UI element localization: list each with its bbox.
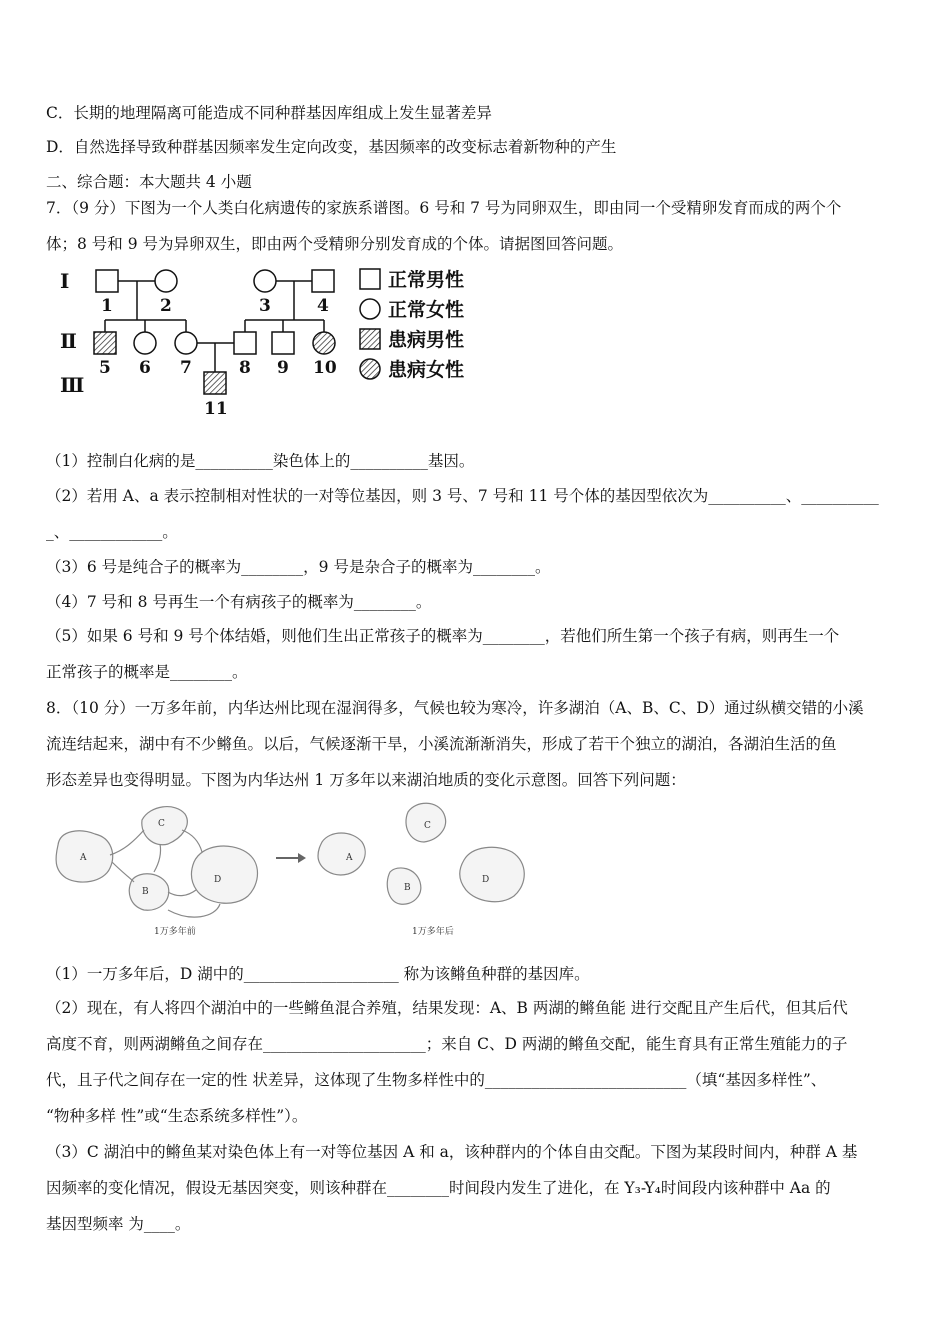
- label-1: 1: [101, 296, 113, 316]
- q8-sub-3c: 基因型频率 为____。: [46, 1215, 191, 1233]
- q8-stem-1: 8．（10 分）一万多年前，内华达州比现在湿润得多，气候也较为寒冷，许多湖泊（A、B、C、D）通过纵横交错的小溪: [46, 699, 864, 717]
- q8-sub-2a: （2）现在，有人将四个湖泊中的一些鳉鱼混合养殖，结果发现：A、B 两湖的鳉鱼能 进行交配且产生后代，但其后代: [46, 999, 848, 1017]
- q8-sub-2b: 高度不育，则两湖鳉鱼之间存在_____________________；来自 C、D 两湖的鳉鱼交配，能生育具有正常生殖能力的子: [46, 1035, 848, 1053]
- q8-sub-2c: 代，且子代之间存在一定的性 状差异，这体现了生物多样性中的__________________________（填“基因多样性”、: [46, 1071, 827, 1089]
- lakes-diagram: [50, 800, 540, 945]
- caption-after: 1万多年后: [412, 927, 454, 937]
- label-8: 8: [239, 358, 251, 378]
- label-3: 3: [259, 296, 271, 316]
- lake-label-b-after: B: [404, 883, 411, 893]
- lake-label-d-after: D: [482, 875, 490, 885]
- individual-2: [155, 270, 177, 292]
- individual-11: [204, 372, 226, 394]
- legend-affected-male: 患病男性: [388, 329, 465, 351]
- lake-label-c-before: C: [158, 819, 165, 829]
- lake-a-after: [318, 833, 365, 875]
- legend-normal-male: 正常男性: [388, 269, 465, 291]
- generation-2-label: Ⅱ: [60, 329, 77, 353]
- individual-1: [96, 270, 118, 292]
- arrow-head-icon: [298, 853, 306, 863]
- lake-b-before: [129, 874, 168, 910]
- pedigree-chart: [58, 262, 478, 422]
- section-heading: 二、综合题：本大题共 4 小题: [46, 173, 252, 191]
- q8-sub-3a: （3）C 湖泊中的鳉鱼某对染色体上有一对等位基因 A 和 a，该种群内的个体自由交配。下图为某段时间内，种群 A 基: [46, 1143, 858, 1161]
- label-9: 9: [277, 358, 289, 378]
- individual-8: [234, 332, 256, 354]
- q7-sub-2b: _、____________。: [46, 523, 178, 541]
- q7-stem-2: 体；8 号和 9 号为异卵双生，即由两个受精卵分别发育成的个体。请据图回答问题。: [46, 235, 624, 253]
- individual-3: [254, 270, 276, 292]
- lake-label-a-before: A: [80, 853, 87, 863]
- legend-normal-female: 正常女性: [388, 299, 465, 321]
- q7-stem-1: 7．（9 分）下图为一个人类白化病遗传的家族系谱图。6 号和 7 号为同卵双生，即由同一个受精卵发育而成的两个个: [46, 199, 842, 217]
- individual-6: [134, 332, 156, 354]
- label-10: 10: [313, 358, 337, 378]
- legend-normal-male-icon: [360, 269, 380, 289]
- option-c: C．长期的地理隔离可能造成不同种群基因库组成上发生显著差异: [46, 104, 492, 122]
- legend-affected-female-icon: [360, 359, 380, 379]
- q7-sub-5b: 正常孩子的概率是________。: [46, 663, 248, 681]
- label-4: 4: [317, 296, 329, 316]
- q8-sub-2d: “物种多样 性”或“生态系统多样性”）。: [46, 1107, 308, 1125]
- q7-sub-1: （1）控制白化病的是__________染色体上的__________基因。: [46, 452, 475, 470]
- label-11: 11: [204, 399, 228, 419]
- q8-stem-2: 流连结起来，湖中有不少鳉鱼。以后，气候逐渐干旱，小溪流渐渐消失，形成了若干个独立的湖泊，各湖泊生活的鱼: [46, 735, 837, 753]
- q8-stem-3: 形态差异也变得明显。下图为内华达州 1 万多年以来湖泊地质的变化示意图。回答下列问题：: [46, 771, 686, 789]
- q7-sub-2a: （2）若用 A、a 表示控制相对性状的一对等位基因，则 3 号、7 号和 11 号个体的基因型依次为__________、__________: [46, 487, 879, 505]
- legend-affected-female: 患病女性: [388, 359, 465, 381]
- individual-5: [94, 332, 116, 354]
- individual-4: [312, 270, 334, 292]
- generation-1-label: Ⅰ: [60, 269, 70, 293]
- label-7: 7: [180, 358, 192, 378]
- lake-d-before: [191, 846, 257, 903]
- legend-normal-female-icon: [360, 299, 380, 319]
- lake-label-a-after: A: [346, 853, 353, 863]
- q8-sub-3b: 因频率的变化情况，假设无基因突变，则该种群在________时间段内发生了进化，在 Y₃-Y₄时间段内该种群中 Aa 的: [46, 1179, 831, 1197]
- option-d: D．自然选择导致种群基因频率发生定向改变，基因频率的改变标志着新物种的产生: [46, 138, 617, 156]
- lake-label-c-after: C: [424, 821, 431, 831]
- lake-label-b-before: B: [142, 887, 149, 897]
- label-6: 6: [139, 358, 151, 378]
- label-5: 5: [99, 358, 111, 378]
- generation-3-label: Ⅲ: [60, 373, 85, 397]
- q8-sub-1: （1）一万多年后，D 湖中的____________________ 称为该鳉鱼种群的基因库。: [46, 965, 590, 983]
- individual-10: [313, 332, 335, 354]
- q7-sub-4: （4）7 号和 8 号再生一个有病孩子的概率为________。: [46, 593, 432, 611]
- q7-sub-5a: （5）如果 6 号和 9 号个体结婚，则他们生出正常孩子的概率为________，若他们所生第一个孩子有病，则再生一个: [46, 627, 840, 645]
- individual-9: [272, 332, 294, 354]
- lake-label-d-before: D: [214, 875, 222, 885]
- individual-7: [175, 332, 197, 354]
- label-2: 2: [160, 296, 172, 316]
- lake-d-after: [460, 847, 525, 901]
- q7-sub-3: （3）6 号是纯合子的概率为________，9 号是杂合子的概率为________。: [46, 558, 551, 576]
- legend-affected-male-icon: [360, 329, 380, 349]
- caption-before: 1万多年前: [154, 927, 196, 937]
